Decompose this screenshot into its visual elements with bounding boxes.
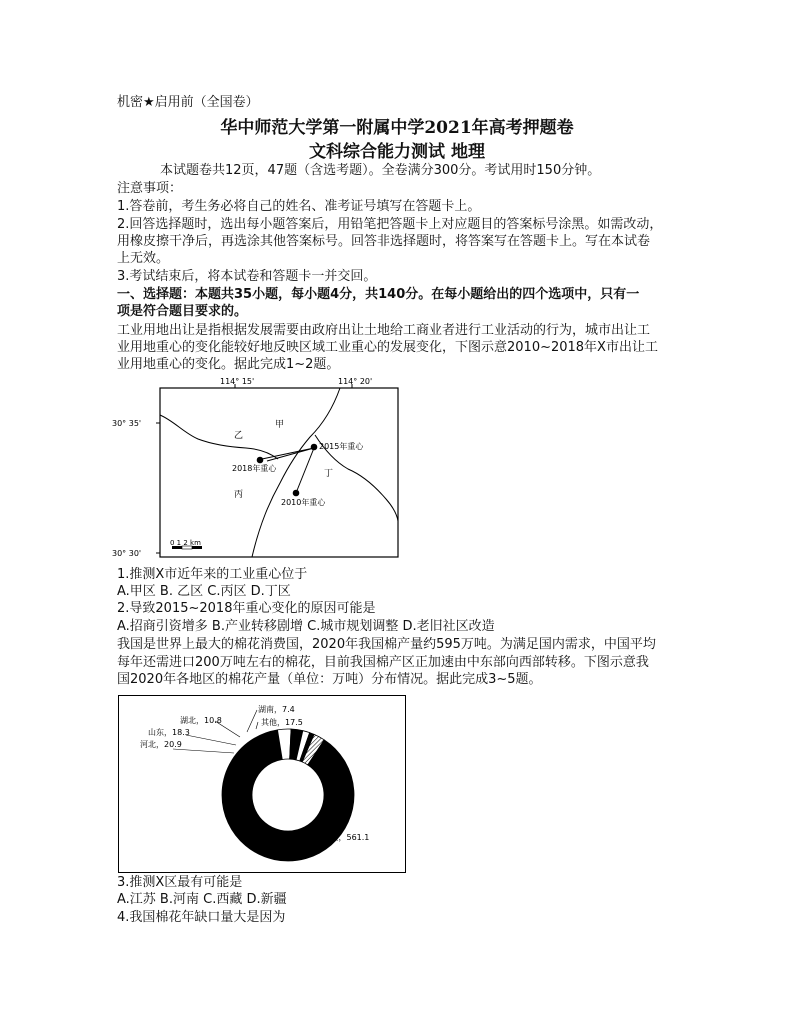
lat-label-1: 30° 35' (112, 419, 142, 428)
city-map-figure (110, 375, 410, 565)
section-heading-line-1: 一、选择题：本题共35小题，每小题4分，共140分。在每小题给出的四个选项中，只有一 (117, 287, 640, 302)
passage1-line-1: 工业用地出让是指根据发展需要由政府出让土地给工商业者进行工业活动的行为，城市出让工 (117, 323, 651, 338)
label-2010: 2010年重心 (281, 498, 326, 507)
passage1-line-2: 业用地重心的变化能较好地反映区域工业重心的发展变化，下图示意2010~2018年X市出让工 (117, 340, 658, 355)
scale-label: 0 1 2 km (170, 539, 201, 547)
q3-stem: 3.推测X区最有可能是 (117, 875, 243, 890)
lon-label-2: 114° 20' (338, 377, 373, 386)
centroid-2015 (311, 444, 318, 451)
cotton-donut-chart (118, 695, 406, 873)
district-ding: 丁 (324, 469, 334, 479)
passage1-line-3: 业用地重心的变化。据此完成1~2题。 (117, 357, 340, 372)
note-2-line-2: 用橡皮擦干净后，再选涂其他答案标号。回答非选择题时，将答案写在答题卡上。写在本试卷 (117, 234, 651, 249)
exam-subtitle: 文科综合能力测试 地理 (309, 142, 485, 162)
exam-info: 本试题卷共12页，47题（含选考题）。全卷满分300分。考试用时150分钟。 (160, 163, 601, 178)
centroid-2010 (293, 490, 300, 497)
lon-label-1: 114° 15' (220, 377, 255, 386)
q2-stem: 2.导致2015~2018年重心变化的原因可能是 (117, 601, 376, 616)
exam-title: 华中师范大学第一附属中学2021年高考押题卷 (220, 118, 574, 138)
label-other: 其他，17.5 (261, 718, 303, 727)
lat-label-2: 30° 30' (112, 549, 142, 558)
note-3: 3.考试结束后，将本试卷和答题卡一并交回。 (117, 269, 377, 284)
label-hebei: 河北，20.9 (140, 740, 182, 749)
section-heading-line-2: 项是符合题目要求的。 (117, 304, 248, 319)
note-2-line-1: 2.回答选择题时，选出每小题答案后，用铅笔把答题卡上对应题目的答案标号涂黑。如需改动， (117, 217, 663, 232)
district-bing: 丙 (234, 490, 244, 500)
q3-options: A.江苏 B.河南 C.西藏 D.新疆 (117, 892, 287, 907)
confidential-label: 机密★启用前（全国卷） (117, 95, 259, 110)
district-jia: 甲 (275, 420, 285, 430)
q1-options: A.甲区 B. 乙区 C.丙区 D.丁区 (117, 584, 291, 599)
label-hubei: 湖北，10.8 (180, 716, 222, 725)
label-shandong: 山东，18.3 (148, 728, 190, 737)
label-hunan: 湖南，7.4 (258, 705, 295, 714)
label-2015: 2015年重心 (319, 442, 364, 451)
note-1: 1.答卷前，考生务必将自己的姓名、准考证号填写在答题卡上。 (117, 199, 481, 214)
q1-stem: 1.推测X市近年来的工业重心位于 (117, 567, 308, 582)
district-yi: 乙 (234, 431, 244, 441)
passage2-line-2: 每年还需进口200万吨左右的棉花，目前我国棉产区正加速由中东部向西部转移。下图示意我 (117, 655, 649, 670)
note-2-line-3: 上无效。 (117, 251, 170, 266)
map-frame (160, 388, 398, 557)
q2-options: A.招商引资增多 B.产业转移剧增 C.城市规划调整 D.老旧社区改造 (117, 619, 495, 634)
label-2018: 2018年重心 (232, 464, 277, 473)
centroid-2018 (257, 457, 264, 464)
passage2-line-1: 我国是世界上最大的棉花消费国，2020年我国棉产量约595万吨。为满足国内需求，中国平均 (117, 637, 656, 652)
notes-heading: 注意事项： (117, 181, 183, 196)
passage2-line-3: 国2020年各地区的棉花产量（单位：万吨）分布情况。据此完成3~5题。 (117, 672, 542, 687)
q4-stem: 4.我国棉花年缺口量大是因为 (117, 910, 286, 925)
label-xqu: X区，561.1 (325, 833, 370, 842)
